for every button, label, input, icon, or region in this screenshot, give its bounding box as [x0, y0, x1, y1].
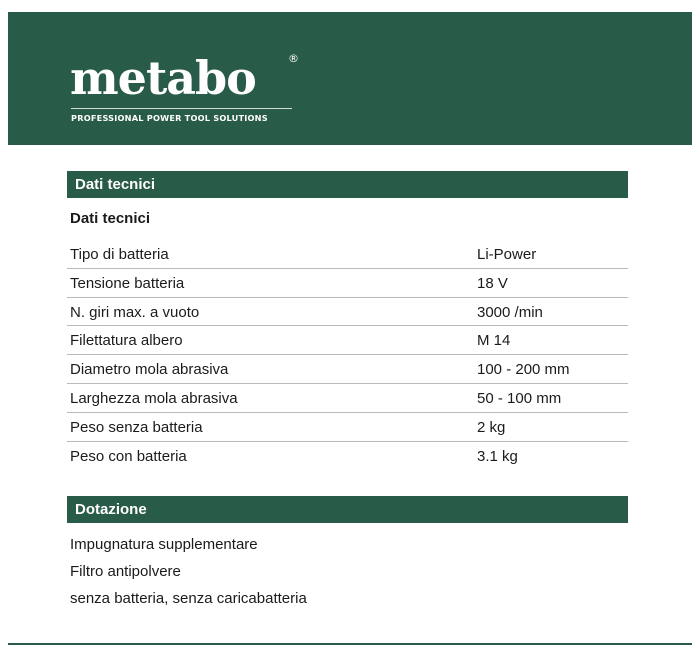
spec-label: Filettatura albero: [70, 332, 183, 350]
equipment-item: senza batteria, senza caricabatteria: [70, 590, 307, 607]
spec-row: [67, 326, 628, 355]
brand-header: [8, 12, 692, 145]
spec-row: [67, 413, 628, 442]
section-header-equipment: Dotazione: [67, 496, 628, 523]
registered-mark: ®: [288, 52, 299, 65]
spec-row: [67, 442, 628, 471]
spec-label: Larghezza mola abrasiva: [70, 389, 238, 407]
logo-wordmark: metabo: [70, 51, 256, 105]
technical-subheading: Dati tecnici: [70, 210, 151, 227]
spec-label: Peso con batteria: [70, 447, 187, 465]
spec-value: M 14: [477, 332, 511, 350]
spec-label: N. giri max. a vuoto: [70, 303, 200, 321]
spec-value: 50 - 100 mm: [477, 389, 562, 407]
spec-value: 3000 /min: [477, 303, 543, 321]
spec-value: 100 - 200 mm: [477, 361, 570, 379]
spec-label: Tipo di batteria: [70, 246, 169, 263]
logo-divider: [71, 108, 292, 109]
metabo-logo: [70, 52, 302, 132]
spec-row: [67, 355, 628, 384]
spec-row: [67, 298, 628, 327]
spec-value: Li-Power: [477, 246, 537, 263]
spec-label: Peso senza batteria: [70, 418, 203, 436]
spec-value: 3.1 kg: [477, 447, 518, 465]
spec-row: [67, 269, 628, 298]
spec-row: [67, 384, 628, 413]
spec-table: [67, 240, 628, 470]
section-header-technical: Dati tecnici: [67, 171, 628, 198]
spec-label: Tensione batteria: [70, 274, 185, 292]
equipment-item: Filtro antipolvere: [70, 563, 181, 580]
spec-label: Diametro mola abrasiva: [70, 361, 229, 379]
footer-divider: [8, 643, 692, 645]
equipment-list: [70, 534, 630, 615]
equipment-item: Impugnatura supplementare: [70, 536, 258, 553]
spec-value: 18 V: [477, 274, 508, 292]
logo-tagline: PROFESSIONAL POWER TOOL SOLUTIONS: [71, 113, 268, 123]
spec-value: 2 kg: [477, 418, 506, 436]
spec-row: [67, 240, 628, 269]
